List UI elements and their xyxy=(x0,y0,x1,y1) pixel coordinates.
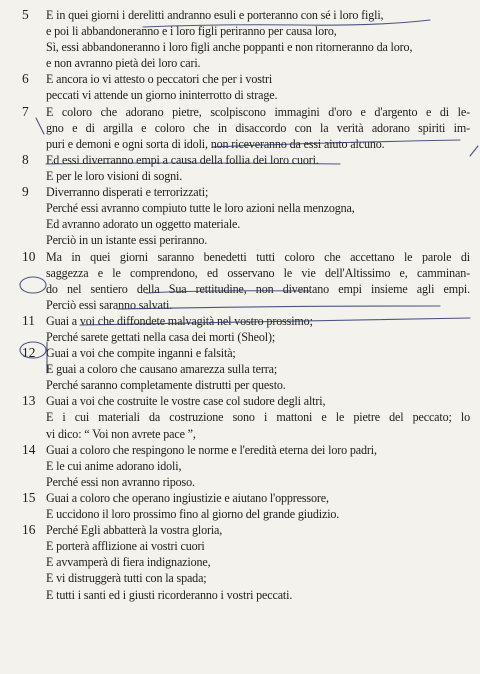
verse-line: Perché sarete gettati nella casa dei morti (Sheol); xyxy=(46,329,276,344)
verse-line: Diverranno disperati e terrorizzati; xyxy=(46,185,209,200)
verse-line: Perciò in un istante essi periranno. xyxy=(46,233,208,248)
verse-number: 9 xyxy=(22,184,29,200)
verse-line: saggezza e le comprendono, ed osservano le vie dell'Altissimo e, camminan- xyxy=(46,265,470,280)
verse-line: do nel sentiero della Sua rettitudine, non diventano empi insieme agli empi. xyxy=(46,281,470,296)
verse-line: E tutti i santi ed i giusti ricorderanno i vostri peccati. xyxy=(46,587,293,602)
verse-line: Perché essi non avranno riposo. xyxy=(46,474,195,489)
verse-line: e non avranno pietà dei loro cari. xyxy=(46,56,201,71)
verse-line: E vi distruggerà tutti con la spada; xyxy=(46,571,207,586)
verse-line: Perché Egli abbatterà la vostra gloria, xyxy=(46,523,223,538)
verse-line: vi dico: “ Voi non avrete pace ”, xyxy=(46,426,196,441)
verse-number: 15 xyxy=(22,490,36,505)
verse-line: Ma in quei giorni saranno benedetti tutti coloro che accettano le parole di xyxy=(46,249,470,264)
verse-line: E i cui materiali da costruzione sono i mattoni e le pietre del peccato; lo xyxy=(46,410,470,425)
verse-line: Guai a coloro che respingono le norme e l'eredità eterna dei loro padri, xyxy=(46,442,377,457)
verse-line: peccati vi attende un giorno ininterrotto di strage. xyxy=(46,88,278,103)
verse-line: E ancora io vi attesto o peccatori che per i vostri xyxy=(46,72,273,87)
verse-line: E le cui anime adorano idoli, xyxy=(46,458,182,473)
verse-line: e poi li abbandoneranno e i loro figli periranno per causa loro, xyxy=(46,24,337,39)
verse-number: 12 xyxy=(22,345,36,361)
verse-line: Guai a voi che diffondete malvagità nel vostro prossimo; xyxy=(46,313,313,328)
verse-line: Perché saranno completamente distrutti per questo. xyxy=(46,378,286,393)
circle-verse-10 xyxy=(20,277,46,293)
margin-tick-verse-7-right xyxy=(470,146,478,156)
verse-number: 10 xyxy=(22,248,36,264)
verse-number: 16 xyxy=(22,522,36,538)
verse-line: puri e demoni e ogni sorta di idoli, non riceveranno da essi aiuto alcuno. xyxy=(46,136,385,151)
verse-line: E per le loro visioni di sogni. xyxy=(46,168,183,183)
verse-line: Guai a voi che compite inganni e falsità; xyxy=(46,346,236,361)
verse-line: Sì, essi abbandoneranno i loro figli anche poppanti e non ritorneranno da loro, xyxy=(46,40,413,55)
verse-line: E uccidono il loro prossimo fino al giorno del grande giudizio. xyxy=(46,507,340,522)
verse-number: 13 xyxy=(22,393,36,409)
verse-line: Ed essi diverranno empi a causa della follia dei loro cuori. xyxy=(46,152,319,167)
verse-number: 7 xyxy=(22,103,29,119)
margin-tick-verse-7 xyxy=(36,118,44,134)
verse-line: E in quei giorni i derelitti andranno esuli e porteranno con sé i loro figli, xyxy=(46,8,384,22)
verse-number: 14 xyxy=(22,441,36,457)
verse-line: Perché essi avranno compiuto tutte le loro azioni nella menzogna, xyxy=(46,201,355,216)
verse-number: 8 xyxy=(22,151,29,167)
verse-line: Guai a coloro che operano ingiustizie e aiutano l'oppressore, xyxy=(46,491,329,505)
verse-line: gno e di argilla e coloro che in disaccordo con la verità adorano spiriti im- xyxy=(46,120,470,135)
verse-line: E porterà afflizione ai vostri cuori xyxy=(46,539,205,554)
verse-line: Ed avranno adorato un oggetto materiale. xyxy=(46,217,241,232)
verse-line: E guai a coloro che causano amarezza sulla terra; xyxy=(46,362,278,377)
verse-number: 11 xyxy=(22,312,35,328)
verse-line: E coloro che adorano pietre, scolpiscono immagini d'oro e d'argento e di le- xyxy=(46,104,470,119)
verse-line: Guai a voi che costruite le vostre case col sudore degli altri, xyxy=(46,394,326,409)
verse-number: 5 xyxy=(22,7,29,22)
verse-line: Perciò essi saranno salvati. xyxy=(46,297,173,312)
verse-number: 6 xyxy=(22,71,29,87)
verse-line: E avvamperà di fiera indignazione, xyxy=(46,555,211,570)
